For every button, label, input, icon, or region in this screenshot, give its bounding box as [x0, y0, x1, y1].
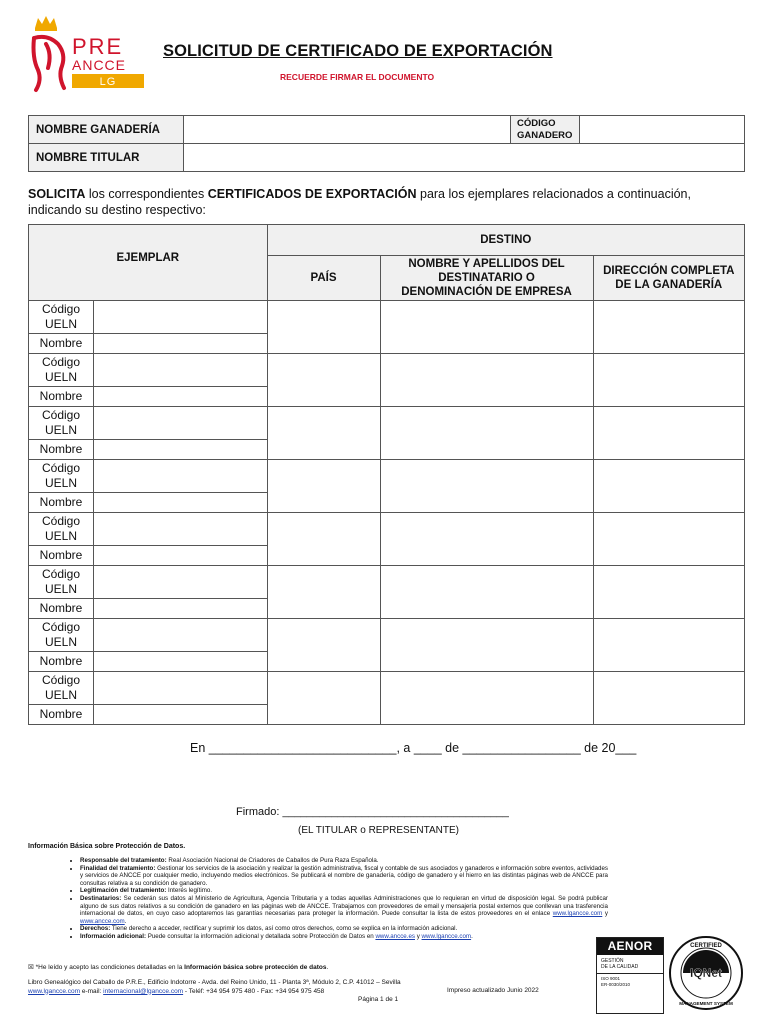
footer-phones: - Teléf: +34 954 975 480 - Fax: +34 954 975 458 [183, 987, 325, 995]
pais-field[interactable] [267, 672, 380, 725]
footer-email-link[interactable]: internacional@lgancce.com [103, 987, 184, 995]
aenor-iso-text: ISO 9001 [601, 976, 621, 981]
destinatario-line1: NOMBRE Y APELLIDOS DEL [408, 258, 565, 270]
codigo-ueln-label [29, 619, 94, 652]
destinatario-field[interactable] [380, 513, 593, 566]
footer-web-link[interactable]: www.lgancce.com [28, 987, 81, 995]
footer-line1: Libro Genealógico del Caballo de P.R.E., Edificio Indotorre - Avda. del Reino Unido, 11 - Planta 3ª, Módulo 2, C.P. 41012 – Sevilla [28, 979, 401, 986]
privacy-label: Derechos: [80, 925, 111, 933]
consent-text: *He leído y acepto las condiciones detalladas en la [33, 964, 185, 971]
codigo-ueln-field[interactable] [94, 407, 268, 440]
signer-caption: (EL TITULAR o REPRESENTANTE) [298, 825, 459, 836]
ejemplar-row [29, 513, 745, 546]
nombre-label: Nombre [29, 440, 94, 460]
aenor-subtitle [597, 955, 663, 974]
nombre-label: Nombre [29, 493, 94, 513]
nombre-field[interactable] [94, 493, 268, 513]
nombre-field[interactable] [94, 387, 268, 407]
document-title: SOLICITUD DE CERTIFICADO DE EXPORTACIÓN [163, 42, 553, 60]
direccion-field[interactable] [593, 407, 744, 460]
nombre-label: Nombre [29, 546, 94, 566]
destinatario-field[interactable] [380, 407, 593, 460]
ejemplar-row [29, 672, 745, 705]
destinatario-header [380, 256, 593, 301]
nombre-label: Nombre [29, 705, 94, 725]
destinatario-field[interactable] [380, 301, 593, 354]
privacy-text: Se cederán sus datos al Ministerio de Agricultura, Agencia Tributaria y a todas aquellas Administraciones que lo requieran en virtud de disposición legal. Se podrá publicar alguno de sus datos relativos a su condición de ganadero en las páginas web de ANCCE. Trabajamos con proveedores de email y mensajería postal externos que conllevan una trasferencia internacional de datos, en cuyo caso adoptaremos las garantías necesarias para proteger la información. Puede consultar la lista de estos proveedores en el enlace [80, 894, 608, 918]
intro-solicita: SOLICITA [28, 187, 86, 201]
direccion-field[interactable] [593, 513, 744, 566]
aenor-certification-logo [596, 937, 664, 1014]
logo-ancce-text: ANCCE [72, 57, 127, 73]
privacy-label: Responsable del tratamiento: [80, 857, 167, 864]
codigo-ueln-field[interactable] [94, 354, 268, 387]
nombre-label: Nombre [29, 652, 94, 672]
ejemplar-row [29, 566, 745, 599]
codigo-ueln-field[interactable] [94, 460, 268, 493]
direccion-field[interactable] [593, 460, 744, 513]
codigo-ueln-label [29, 672, 94, 705]
nombre-field[interactable] [94, 546, 268, 566]
page-number: Página 1 de 1 [358, 996, 399, 1003]
codigo-label: Código [41, 620, 81, 634]
codigo-ueln-label [29, 407, 94, 440]
sign-reminder: RECUERDE FIRMAR EL DOCUMENTO [280, 72, 435, 82]
signature-line[interactable]: Firmado: _____________________________________ [236, 806, 509, 818]
codigo-label-line1: CÓDIGO [517, 117, 556, 129]
ueln-label: UELN [44, 688, 77, 702]
privacy-item [80, 933, 608, 941]
direccion-field[interactable] [593, 566, 744, 619]
codigo-label: Código [41, 673, 81, 687]
export-table [28, 224, 745, 725]
ejemplar-header: EJEMPLAR [29, 225, 268, 301]
ganaderia-field[interactable] [184, 116, 511, 144]
codigo-ueln-field[interactable] [94, 301, 268, 334]
privacy-text: Puede consultar la información adicional y detallada sobre Protección de Datos en [146, 932, 376, 940]
destinatario-field[interactable] [380, 672, 593, 725]
direccion-field[interactable] [593, 301, 744, 354]
destinatario-field[interactable] [380, 566, 593, 619]
intro-certificados: CERTIFICADOS DE EXPORTACIÓN [207, 187, 417, 201]
ancce-link[interactable]: www.ancce.com [80, 917, 125, 925]
direccion-line2: DE LA GANADERÍA [615, 279, 723, 291]
aenor-name: AENOR [597, 938, 663, 955]
codigo-ueln-label [29, 460, 94, 493]
destinatario-line3: DENOMINACIÓN DE EMPRESA [401, 286, 572, 298]
codigo-ueln-field[interactable] [94, 513, 268, 546]
nombre-field[interactable] [94, 705, 268, 725]
consent-line [28, 963, 328, 971]
footer-email-label: e-mail: [80, 987, 104, 995]
codigo-ganadero-label [511, 116, 580, 144]
aenor-iso [597, 974, 663, 989]
pais-field[interactable] [267, 513, 380, 566]
privacy-text: Tiene derecho a acceder, rectificar y suprimir los datos, así como otros derechos, como se explica en la información adicional. [110, 925, 458, 933]
destinatario-field[interactable] [380, 354, 593, 407]
privacy-label: Destinatarios: [80, 894, 122, 902]
codigo-ueln-field[interactable] [94, 566, 268, 599]
codigo-label-line2: GANADERO [517, 129, 573, 141]
codigo-ueln-field[interactable] [94, 619, 268, 652]
privacy-text: y [415, 932, 422, 940]
iqnet-top-text: CERTIFIED [690, 943, 722, 949]
consent-checkbox[interactable]: ☒ [28, 964, 34, 971]
privacy-item [80, 895, 608, 925]
nombre-label: Nombre [29, 334, 94, 354]
request-intro [28, 186, 743, 218]
pais-field[interactable] [267, 407, 380, 460]
codigo-label: Código [41, 461, 81, 475]
codigo-label: Código [41, 567, 81, 581]
pais-header: PAÍS [267, 256, 380, 301]
footer-address [28, 979, 401, 996]
pre-ancce-logo [28, 14, 148, 94]
codigo-ueln-label [29, 301, 94, 334]
pais-field[interactable] [267, 301, 380, 354]
consent-end: . [326, 964, 329, 971]
lgancce-link[interactable]: www.lgancce.com [552, 910, 603, 918]
pais-field[interactable] [267, 354, 380, 407]
privacy-item [80, 925, 608, 933]
aenor-line2: DE LA CALIDAD [601, 964, 639, 970]
footer-line2 [28, 988, 401, 997]
destinatario-line2: DESTINATARIO O [438, 272, 535, 284]
direccion-field[interactable] [593, 619, 744, 672]
codigo-ueln-field[interactable] [94, 672, 268, 705]
privacy-text: . [124, 917, 127, 925]
lgancce-link[interactable]: www.lgancce.com [421, 932, 472, 940]
privacy-item [80, 887, 608, 895]
ueln-label: UELN [44, 529, 77, 543]
pais-field[interactable] [267, 460, 380, 513]
ueln-label: UELN [44, 582, 77, 596]
privacy-text: y [602, 910, 608, 918]
intro-text2: para los ejemplares relacionados a continuación, indicando su destino respectivo: [28, 187, 691, 217]
privacy-label: Finalidad del tratamiento: [80, 864, 156, 872]
direccion-field[interactable] [593, 354, 744, 407]
privacy-title: Información Básica sobre Protección de Datos. [28, 843, 186, 850]
pais-field[interactable] [267, 619, 380, 672]
titular-field[interactable] [184, 144, 745, 172]
breeder-info-table [28, 115, 745, 172]
logo-pre-text: PRE [72, 34, 124, 59]
privacy-label: Legitimación del tratamiento: [80, 887, 167, 895]
aenor-code: ER-0030/2010 [601, 981, 631, 987]
ejemplar-row [29, 619, 745, 652]
privacy-item [80, 865, 608, 888]
privacy-list [58, 857, 608, 941]
destinatario-field[interactable] [380, 460, 593, 513]
consent-bold: Información básica sobre protección de datos [184, 964, 327, 971]
logo-lg-text: LG [99, 76, 117, 88]
ejemplar-row [29, 407, 745, 440]
privacy-label: Información adicional: [80, 932, 147, 940]
print-date: Impreso actualizado Junio 2022 [447, 987, 539, 994]
privacy-text: . [471, 932, 473, 940]
ancce-es-link[interactable]: www.ancce.es [375, 932, 415, 940]
iqnet-name: IQNet [689, 966, 723, 980]
ejemplar-rows [29, 301, 745, 725]
nombre-label: Nombre [29, 387, 94, 407]
codigo-label: Código [41, 514, 81, 528]
codigo-label: Código [41, 408, 81, 422]
privacy-text: Gestionar los servicios de la asociación y realizar la gestión administrativa, fiscal y contable de sus asociados y ganaderos e información sobre eventos, actividades y servicios de ANCCE por cualquier medio, incluyendo medios electrónicos. Se publicará el nombre de ganadería, código de ganadero y el hierro en las distintas páginas web de ANCCE para consultas relativa a su condición de ganadero. [80, 864, 609, 887]
codigo-ueln-label [29, 513, 94, 546]
horse-head-icon [34, 37, 65, 90]
ganaderia-label: NOMBRE GANADERÍA [29, 116, 184, 144]
privacy-text: Interés legítimo. [166, 887, 213, 895]
aenor-line1: GESTIÓN [601, 958, 624, 964]
privacy-item [80, 857, 608, 865]
codigo-ueln-label [29, 566, 94, 599]
codigo-ueln-label [29, 354, 94, 387]
nombre-field[interactable] [94, 334, 268, 354]
nombre-field[interactable] [94, 652, 268, 672]
crown-icon [35, 16, 57, 31]
ueln-label: UELN [44, 423, 77, 437]
codigo-ganadero-field[interactable] [580, 116, 745, 144]
nombre-field[interactable] [94, 599, 268, 619]
ejemplar-row [29, 301, 745, 334]
ueln-label: UELN [44, 317, 77, 331]
nombre-field[interactable] [94, 440, 268, 460]
pais-field[interactable] [267, 566, 380, 619]
direccion-line1: DIRECCIÓN COMPLETA [603, 265, 735, 277]
iqnet-bottom-text: MANAGEMENT SYSTEM [679, 1001, 733, 1006]
ueln-label: UELN [44, 370, 77, 384]
titular-label: NOMBRE TITULAR [29, 144, 184, 172]
ueln-label: UELN [44, 476, 77, 490]
codigo-label: Código [41, 355, 81, 369]
ueln-label: UELN [44, 635, 77, 649]
date-place-line[interactable]: En ___________________________, a ____ de _________________ de 20___ [190, 741, 637, 755]
destinatario-field[interactable] [380, 619, 593, 672]
codigo-label: Código [41, 302, 81, 316]
direccion-field[interactable] [593, 672, 744, 725]
privacy-text: Real Asociación Nacional de Criadores de Caballos de Pura Raza Española. [166, 857, 379, 864]
ejemplar-row [29, 354, 745, 387]
intro-text1: los correspondientes [85, 187, 208, 201]
iqnet-certification-logo [668, 935, 744, 1011]
nombre-label: Nombre [29, 599, 94, 619]
ejemplar-row [29, 460, 745, 493]
direccion-header [593, 256, 744, 301]
destino-header: DESTINO [267, 225, 744, 256]
